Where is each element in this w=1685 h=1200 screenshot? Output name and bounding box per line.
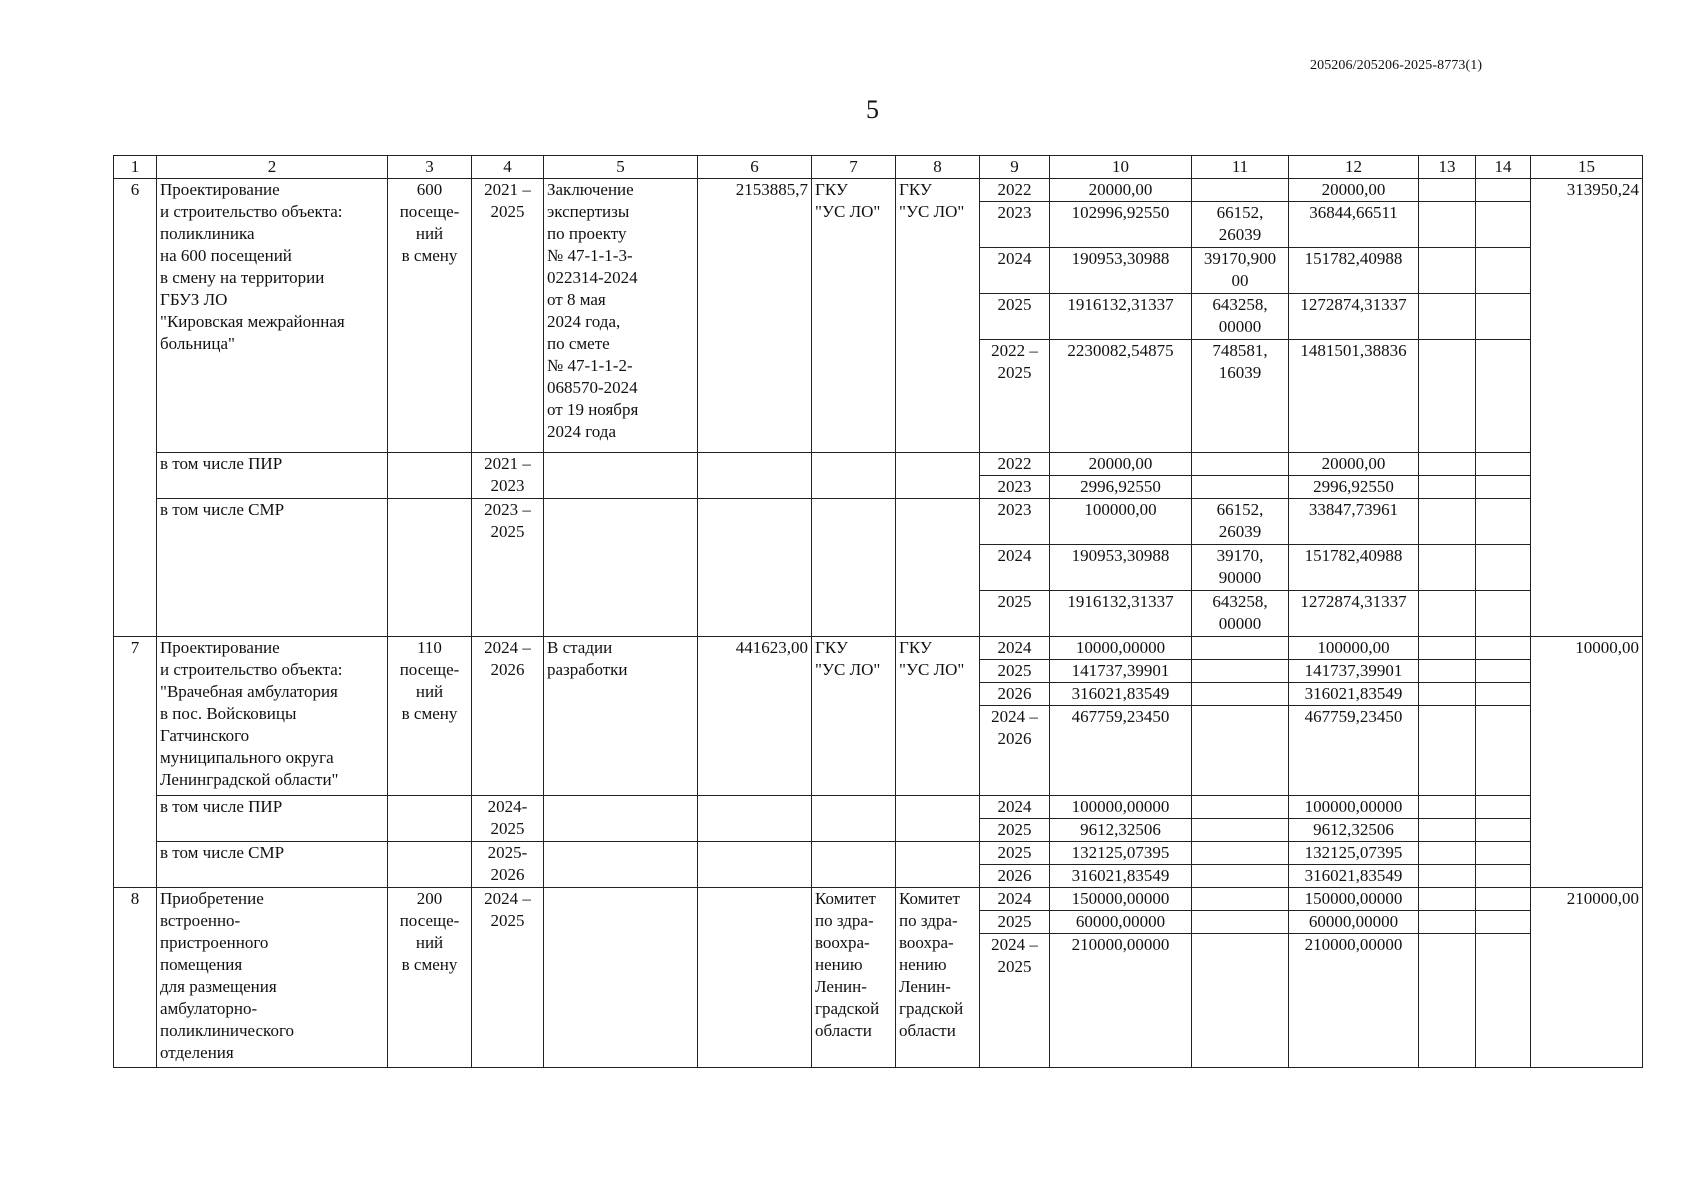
funding-total: 100000,00: [1050, 499, 1192, 545]
funding-federal: [1192, 179, 1289, 202]
customer: ГКУ "УС ЛО": [812, 637, 896, 796]
empty-cell: [812, 796, 896, 842]
funding-federal: [1192, 706, 1289, 796]
object-capacity: 600 посеще- ний в смену: [388, 179, 472, 453]
funding-col13: [1419, 499, 1476, 545]
construction-period: 2025- 2026: [472, 842, 544, 888]
empty-cell: [698, 499, 812, 637]
developer: ГКУ "УС ЛО": [896, 637, 980, 796]
developer: ГКУ "УС ЛО": [896, 179, 980, 453]
subitem-label-pir: в том числе ПИР: [157, 453, 388, 499]
empty-cell: [698, 453, 812, 499]
funding-regional: 20000,00: [1289, 179, 1419, 202]
funding-regional: 1272874,31337: [1289, 294, 1419, 340]
funding-col14: [1476, 888, 1531, 911]
funding-regional: 150000,00000: [1289, 888, 1419, 911]
funding-federal: [1192, 796, 1289, 819]
funding-year: 2024: [980, 796, 1050, 819]
funding-col14: [1476, 796, 1531, 819]
subitem-label-pir: в том числе ПИР: [157, 796, 388, 842]
funding-col14: [1476, 934, 1531, 1068]
funding-col14: [1476, 202, 1531, 248]
empty-cell: [812, 842, 896, 888]
col15-value: 313950,24: [1531, 179, 1643, 637]
funding-col13: [1419, 294, 1476, 340]
funding-total: 9612,32506: [1050, 819, 1192, 842]
funding-federal: [1192, 911, 1289, 934]
funding-col14: [1476, 294, 1531, 340]
funding-total: 316021,83549: [1050, 865, 1192, 888]
subitem-label-smr: в том числе СМР: [157, 499, 388, 637]
table-row: [114, 499, 1643, 545]
funding-col14: [1476, 706, 1531, 796]
project-documents: Заключение экспертизы по проекту № 47-1-1-3- 022314-2024 от 8 мая 2024 года, по смете № 47-1-1-2- 068570-2024 от 19 ноября 2024 года: [544, 179, 698, 453]
funding-federal: 66152, 26039: [1192, 499, 1289, 545]
funding-regional: 467759,23450: [1289, 706, 1419, 796]
funding-federal: 66152, 26039: [1192, 202, 1289, 248]
funding-regional: 316021,83549: [1289, 865, 1419, 888]
empty-cell: [812, 499, 896, 637]
funding-regional: 33847,73961: [1289, 499, 1419, 545]
funding-year: 2024 – 2025: [980, 934, 1050, 1068]
funding-year: 2024: [980, 248, 1050, 294]
funding-col14: [1476, 911, 1531, 934]
construction-period: 2024 – 2025: [472, 888, 544, 1068]
table-row: [114, 842, 1643, 865]
funding-regional: 2996,92550: [1289, 476, 1419, 499]
funding-total: 20000,00: [1050, 453, 1192, 476]
column-header: 1: [114, 156, 157, 179]
funding-col13: [1419, 842, 1476, 865]
funding-total: 141737,39901: [1050, 660, 1192, 683]
funding-total: 210000,00000: [1050, 934, 1192, 1068]
construction-period: 2021 – 2023: [472, 453, 544, 499]
project-documents: В стадии разработки: [544, 637, 698, 796]
funding-col13: [1419, 453, 1476, 476]
funding-federal: [1192, 637, 1289, 660]
empty-cell: [388, 842, 472, 888]
funding-col14: [1476, 591, 1531, 637]
funding-year: 2023: [980, 202, 1050, 248]
table-row: [114, 888, 1643, 911]
funding-regional: 151782,40988: [1289, 248, 1419, 294]
funding-total: 1916132,31337: [1050, 591, 1192, 637]
funding-regional: 9612,32506: [1289, 819, 1419, 842]
funding-col14: [1476, 637, 1531, 660]
funding-year: 2025: [980, 294, 1050, 340]
funding-col13: [1419, 706, 1476, 796]
funding-col14: [1476, 453, 1531, 476]
object-capacity: 110 посеще- ний в смену: [388, 637, 472, 796]
funding-federal: [1192, 842, 1289, 865]
empty-cell: [388, 796, 472, 842]
funding-col13: [1419, 683, 1476, 706]
funding-federal: [1192, 453, 1289, 476]
funding-federal: [1192, 865, 1289, 888]
column-header: 12: [1289, 156, 1419, 179]
funding-year: 2026: [980, 865, 1050, 888]
funding-col14: [1476, 179, 1531, 202]
funding-total: 20000,00: [1050, 179, 1192, 202]
funding-year: 2022: [980, 179, 1050, 202]
funding-year: 2022: [980, 453, 1050, 476]
funding-year: 2025: [980, 819, 1050, 842]
funding-col13: [1419, 865, 1476, 888]
funding-total: 2996,92550: [1050, 476, 1192, 499]
funding-regional: 132125,07395: [1289, 842, 1419, 865]
empty-cell: [698, 796, 812, 842]
table-row: [114, 637, 1643, 660]
funding-federal: [1192, 683, 1289, 706]
funding-col13: [1419, 248, 1476, 294]
column-header: 10: [1050, 156, 1192, 179]
funding-federal: 643258, 00000: [1192, 294, 1289, 340]
funding-year: 2023: [980, 499, 1050, 545]
funding-total: 467759,23450: [1050, 706, 1192, 796]
col15-value: 10000,00: [1531, 637, 1643, 888]
construction-period: 2021 – 2025: [472, 179, 544, 453]
funding-total: 190953,30988: [1050, 248, 1192, 294]
funding-col13: [1419, 340, 1476, 453]
empty-cell: [896, 453, 980, 499]
funding-federal: [1192, 934, 1289, 1068]
funding-col14: [1476, 248, 1531, 294]
funding-col14: [1476, 476, 1531, 499]
funding-col14: [1476, 842, 1531, 865]
column-header: 11: [1192, 156, 1289, 179]
column-header: 9: [980, 156, 1050, 179]
row-number: 8: [114, 888, 157, 1068]
funding-regional: 1272874,31337: [1289, 591, 1419, 637]
funding-col14: [1476, 865, 1531, 888]
funding-col13: [1419, 819, 1476, 842]
construction-period: 2024 – 2026: [472, 637, 544, 796]
funding-total: 1916132,31337: [1050, 294, 1192, 340]
investment-objects-table: [113, 155, 1643, 1068]
table-row: [114, 796, 1643, 819]
funding-regional: 1481501,38836: [1289, 340, 1419, 453]
empty-cell: [544, 453, 698, 499]
column-header: 8: [896, 156, 980, 179]
column-number-row: [114, 156, 1643, 179]
column-header: 7: [812, 156, 896, 179]
column-header: 13: [1419, 156, 1476, 179]
funding-year: 2024: [980, 888, 1050, 911]
funding-regional: 151782,40988: [1289, 545, 1419, 591]
funding-total: 132125,07395: [1050, 842, 1192, 865]
empty-cell: [544, 796, 698, 842]
empty-cell: [698, 842, 812, 888]
column-header: 15: [1531, 156, 1643, 179]
empty-cell: [544, 499, 698, 637]
column-header: 5: [544, 156, 698, 179]
col15-value: 210000,00: [1531, 888, 1643, 1068]
customer: ГКУ "УС ЛО": [812, 179, 896, 453]
developer: Комитет по здра- воохра- нению Ленин- градской области: [896, 888, 980, 1068]
funding-regional: 100000,00000: [1289, 796, 1419, 819]
funding-col13: [1419, 660, 1476, 683]
funding-col14: [1476, 683, 1531, 706]
funding-regional: 316021,83549: [1289, 683, 1419, 706]
funding-federal: 39170, 90000: [1192, 545, 1289, 591]
funding-total: 190953,30988: [1050, 545, 1192, 591]
construction-period: 2023 – 2025: [472, 499, 544, 637]
funding-federal: [1192, 476, 1289, 499]
funding-year: 2025: [980, 911, 1050, 934]
customer: Комитет по здра- воохра- нению Ленин- градской области: [812, 888, 896, 1068]
funding-total: 150000,00000: [1050, 888, 1192, 911]
row-number: 6: [114, 179, 157, 637]
empty-cell: [388, 453, 472, 499]
funding-col14: [1476, 499, 1531, 545]
funding-federal: 39170,900 00: [1192, 248, 1289, 294]
funding-col13: [1419, 591, 1476, 637]
subitem-label-smr: в том числе СМР: [157, 842, 388, 888]
funding-regional: 100000,00: [1289, 637, 1419, 660]
funding-col14: [1476, 660, 1531, 683]
funding-total: 316021,83549: [1050, 683, 1192, 706]
funding-federal: [1192, 888, 1289, 911]
funding-col13: [1419, 179, 1476, 202]
funding-federal: [1192, 660, 1289, 683]
page-number: 5: [866, 95, 879, 124]
funding-col14: [1476, 819, 1531, 842]
row-number: 7: [114, 637, 157, 888]
funding-year: 2023: [980, 476, 1050, 499]
funding-col13: [1419, 888, 1476, 911]
funding-total: 100000,00000: [1050, 796, 1192, 819]
funding-total: 2230082,54875: [1050, 340, 1192, 453]
funding-col13: [1419, 202, 1476, 248]
funding-total: 102996,92550: [1050, 202, 1192, 248]
object-name: Проектирование и строительство объекта: поликлиника на 600 посещений в смену на территории ГБУЗ ЛО "Кировская межрайонная больница": [157, 179, 388, 453]
funding-col13: [1419, 476, 1476, 499]
funding-federal: 643258, 00000: [1192, 591, 1289, 637]
funding-federal: 748581, 16039: [1192, 340, 1289, 453]
column-header: 2: [157, 156, 388, 179]
funding-col14: [1476, 340, 1531, 453]
construction-period: 2024- 2025: [472, 796, 544, 842]
funding-total: 60000,00000: [1050, 911, 1192, 934]
table-row: [114, 179, 1643, 202]
funding-year: 2024: [980, 637, 1050, 660]
funding-col13: [1419, 934, 1476, 1068]
funding-col13: [1419, 911, 1476, 934]
funding-year: 2024 – 2026: [980, 706, 1050, 796]
column-header: 14: [1476, 156, 1531, 179]
empty-cell: [896, 842, 980, 888]
funding-total: 10000,00000: [1050, 637, 1192, 660]
empty-cell: [388, 499, 472, 637]
estimated-cost: 441623,00: [698, 637, 812, 796]
estimated-cost: 2153885,7: [698, 179, 812, 453]
table-row: [114, 453, 1643, 476]
estimated-cost: [698, 888, 812, 1068]
empty-cell: [812, 453, 896, 499]
funding-year: 2022 – 2025: [980, 340, 1050, 453]
funding-col14: [1476, 545, 1531, 591]
funding-regional: 141737,39901: [1289, 660, 1419, 683]
empty-cell: [896, 796, 980, 842]
funding-federal: [1192, 819, 1289, 842]
funding-regional: 60000,00000: [1289, 911, 1419, 934]
funding-regional: 210000,00000: [1289, 934, 1419, 1068]
funding-year: 2025: [980, 591, 1050, 637]
funding-col13: [1419, 796, 1476, 819]
funding-year: 2025: [980, 842, 1050, 865]
project-documents: [544, 888, 698, 1068]
funding-year: 2026: [980, 683, 1050, 706]
object-name: Проектирование и строительство объекта: "Врачебная амбулатория в пос. Войсковицы Гатчинского муниципального округа Ленинградской области": [157, 637, 388, 796]
column-header: 3: [388, 156, 472, 179]
object-capacity: 200 посеще- ний в смену: [388, 888, 472, 1068]
funding-col13: [1419, 637, 1476, 660]
funding-year: 2025: [980, 660, 1050, 683]
empty-cell: [544, 842, 698, 888]
funding-year: 2024: [980, 545, 1050, 591]
column-header: 4: [472, 156, 544, 179]
column-header: 6: [698, 156, 812, 179]
document-id: 205206/205206-2025-8773(1): [1310, 58, 1483, 73]
funding-col13: [1419, 545, 1476, 591]
funding-regional: 20000,00: [1289, 453, 1419, 476]
object-name: Приобретение встроенно- пристроенного помещения для размещения амбулаторно- поликлинического отделения: [157, 888, 388, 1068]
empty-cell: [896, 499, 980, 637]
funding-regional: 36844,66511: [1289, 202, 1419, 248]
